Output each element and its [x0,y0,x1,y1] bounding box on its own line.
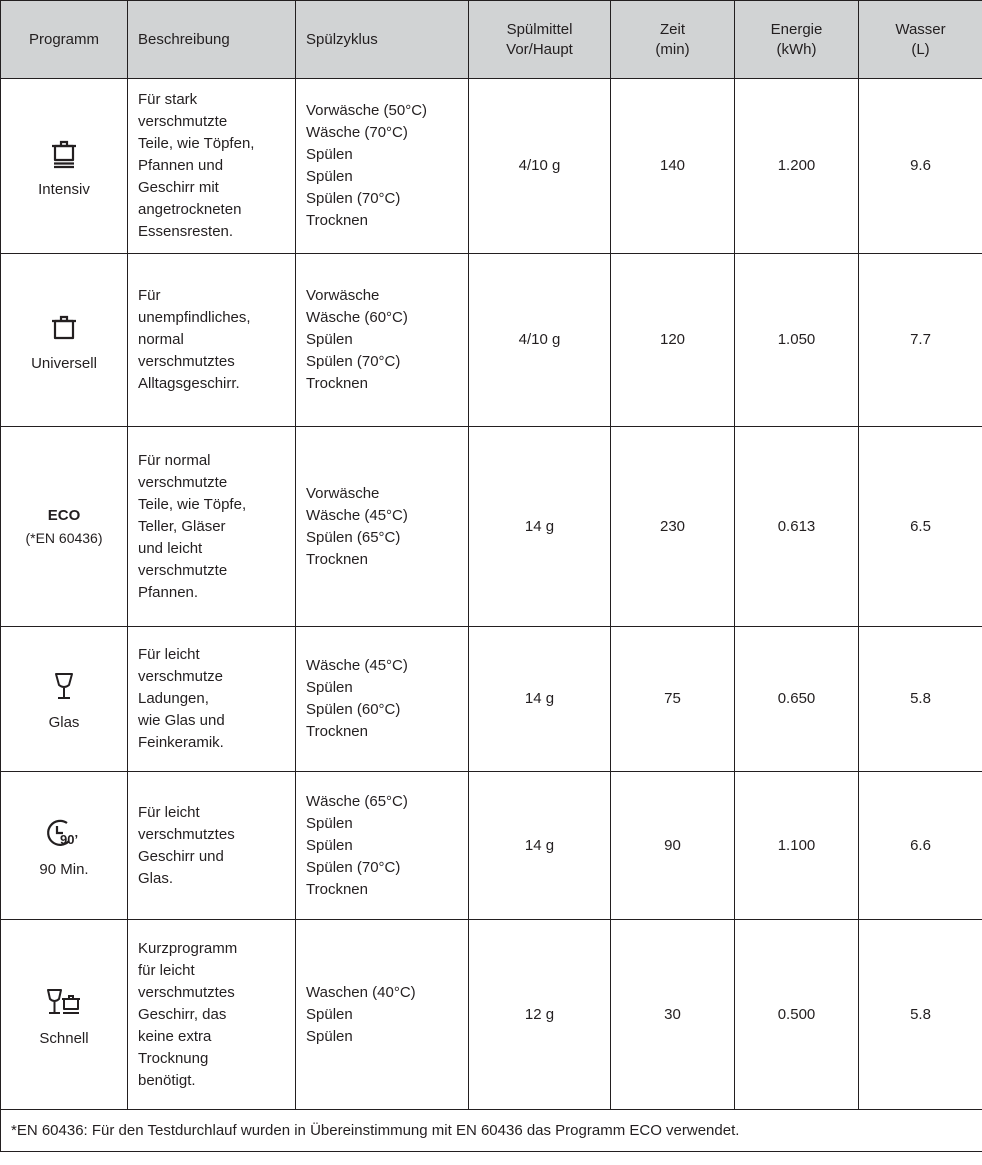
program-sublabel: (*EN 60436) [25,529,103,546]
table-row [1,627,982,772]
description-line: Glas. [138,869,174,887]
time-cell: 75 [611,627,735,772]
header-zeit-line2: (min) [655,40,690,58]
clock-90-text: 90’ [60,831,79,847]
cycle-cell [296,79,469,254]
cycle-step: Spülen [306,814,353,832]
energy-cell: 0.650 [735,627,859,772]
description-line: Für leicht [138,803,200,821]
description-line: Für leicht [138,646,200,663]
energy-cell: 1.100 [735,772,859,920]
description-line: Alltagsgeschirr. [138,375,240,392]
description-line: normal [138,331,184,348]
cycle-step: Spülen [306,1027,353,1045]
cycle-step: Wäsche (60°C) [306,309,408,326]
header-zeit [611,1,735,79]
description-line: Für [138,287,161,304]
program-label: 90 Min. [39,860,89,878]
water-cell: 6.5 [859,427,982,627]
description-line: Geschirr mit [138,179,219,196]
water-cell: 5.8 [859,920,982,1110]
description-line: Kurzprogramm [138,939,238,957]
description-cell [128,627,296,772]
cycle-step: Wäsche (45°C) [306,657,408,674]
header-spuelmittel [469,1,611,79]
cycle-step: Spülen (60°C) [306,701,401,718]
pot-with-lines-icon [1,131,127,175]
header-spuelzyklus: Spülzyklus [296,1,469,79]
cycle-step: Spülen [306,1005,353,1023]
description-line: Teile, wie Töpfen, [138,135,255,152]
wine-glass-icon [1,664,127,708]
header-energie-line2: (kWh) [776,40,817,58]
description-line: Essensresten. [138,223,234,240]
table-row [1,772,982,920]
detergent-cell: 4/10 g [469,79,611,254]
program-label: Schnell [39,1029,89,1047]
cycle-step: Trocknen [306,375,368,392]
description-line: verschmutztes [138,353,235,370]
footnote: *EN 60436: Für den Testdurchlauf wurden in Übereinstimmung mit EN 60436 das Programm ECO verwendet. [1,1110,982,1152]
program-label: Intensiv [38,181,90,198]
glass-and-pot-icon [1,980,127,1024]
cycle-step: Trocknen [306,550,368,568]
cycle-step: Vorwäsche (50°C) [306,102,428,119]
program-cell [1,254,128,427]
header-spuelmittel-line2: Vor/Haupt [506,40,573,58]
header-energie [735,1,859,79]
energy-cell: 0.613 [735,427,859,627]
detergent-cell: 14 g [469,627,611,772]
header-wasser-line2: (L) [911,40,930,58]
cycle-step: Spülen (70°C) [306,858,401,876]
header-programm: Programm [1,1,128,79]
description-line: verschmutze [138,668,224,685]
time-cell: 90 [611,772,735,920]
cycle-step: Spülen (70°C) [306,190,401,207]
energy-cell: 1.200 [735,79,859,254]
time-cell: 140 [611,79,735,254]
description-line: für leicht [138,961,195,979]
cycle-step: Wäsche (70°C) [306,124,408,141]
cycle-step: Wäsche (45°C) [306,506,408,524]
program-cell [1,772,128,920]
description-cell [128,254,296,427]
description-line: unempfindliches, [138,309,251,326]
description-line: verschmutzte [138,561,228,579]
description-line: verschmutztes [138,983,235,1001]
description-line: verschmutzte [138,113,228,130]
program-cell [1,920,128,1110]
time-cell: 30 [611,920,735,1110]
cycle-step: Spülen [306,168,353,185]
header-energie-line1: Energie [770,20,823,38]
program-label: Universell [31,355,97,372]
description-line: benötigt. [138,1071,196,1089]
cycle-step: Waschen (40°C) [306,983,416,1001]
cycle-cell [296,772,469,920]
table-header-row [1,1,982,79]
description-line: Feinkeramik. [138,734,224,751]
time-cell: 120 [611,254,735,427]
cycle-cell [296,627,469,772]
water-cell: 6.6 [859,772,982,920]
detergent-cell: 14 g [469,772,611,920]
table-row [1,920,982,1110]
description-line: Trocknung [138,1049,209,1067]
cycle-step: Trocknen [306,212,368,229]
description-line: Für normal [138,451,211,469]
program-cell [1,627,128,772]
description-cell [128,772,296,920]
cycle-step: Wäsche (65°C) [306,792,408,810]
program-label: Glas [48,714,80,731]
description-line: Teile, wie Töpfe, [138,495,247,513]
description-line: Pfannen. [138,583,199,601]
description-line: Ladungen, [138,690,209,707]
time-cell: 230 [611,427,735,627]
energy-cell: 0.500 [735,920,859,1110]
clock-90-icon [1,811,127,855]
program-label: ECO [47,506,81,524]
cycle-step: Spülen (70°C) [306,353,401,370]
cycle-cell [296,920,469,1110]
cycle-step: Trocknen [306,723,368,740]
water-cell: 9.6 [859,79,982,254]
header-wasser [859,1,982,79]
water-cell: 7.7 [859,254,982,427]
header-beschreibung: Beschreibung [128,1,296,79]
cycle-step: Spülen [306,836,353,854]
description-line: verschmutzte [138,473,228,491]
description-cell [128,920,296,1110]
cycle-cell [296,254,469,427]
program-cell [1,427,128,627]
table-row [1,79,982,254]
detergent-cell: 12 g [469,920,611,1110]
description-line: Pfannen und [138,157,224,174]
description-line: verschmutztes [138,825,235,843]
header-wasser-line1: Wasser [895,20,946,38]
description-cell [128,427,296,627]
table-row [1,427,982,627]
description-line: angetrockneten [138,201,242,218]
footnote-row [1,1110,982,1152]
table-row [1,254,982,427]
description-line: Für stark [138,91,198,108]
pot-icon [1,305,127,349]
header-spuelmittel-line1: Spülmittel [506,20,573,38]
description-line: Geschirr und [138,847,224,865]
description-line: und leicht [138,539,203,557]
cycle-step: Spülen [306,679,353,696]
description-line: keine extra [138,1027,212,1045]
water-cell: 5.8 [859,627,982,772]
cycle-step: Trocknen [306,880,368,898]
cycle-step: Vorwäsche [306,287,380,304]
cycle-step: Vorwäsche [306,484,380,502]
description-cell [128,79,296,254]
cycle-step: Spülen [306,146,353,163]
cycle-step: Spülen (65°C) [306,528,401,546]
cycle-cell [296,427,469,627]
description-line: wie Glas und [138,712,225,729]
cycle-step: Spülen [306,331,353,348]
program-cell [1,79,128,254]
header-zeit-line1: Zeit [659,20,685,38]
description-line: Geschirr, das [138,1005,227,1023]
detergent-cell: 4/10 g [469,254,611,427]
energy-cell: 1.050 [735,254,859,427]
description-line: Teller, Gläser [138,517,226,535]
detergent-cell: 14 g [469,427,611,627]
